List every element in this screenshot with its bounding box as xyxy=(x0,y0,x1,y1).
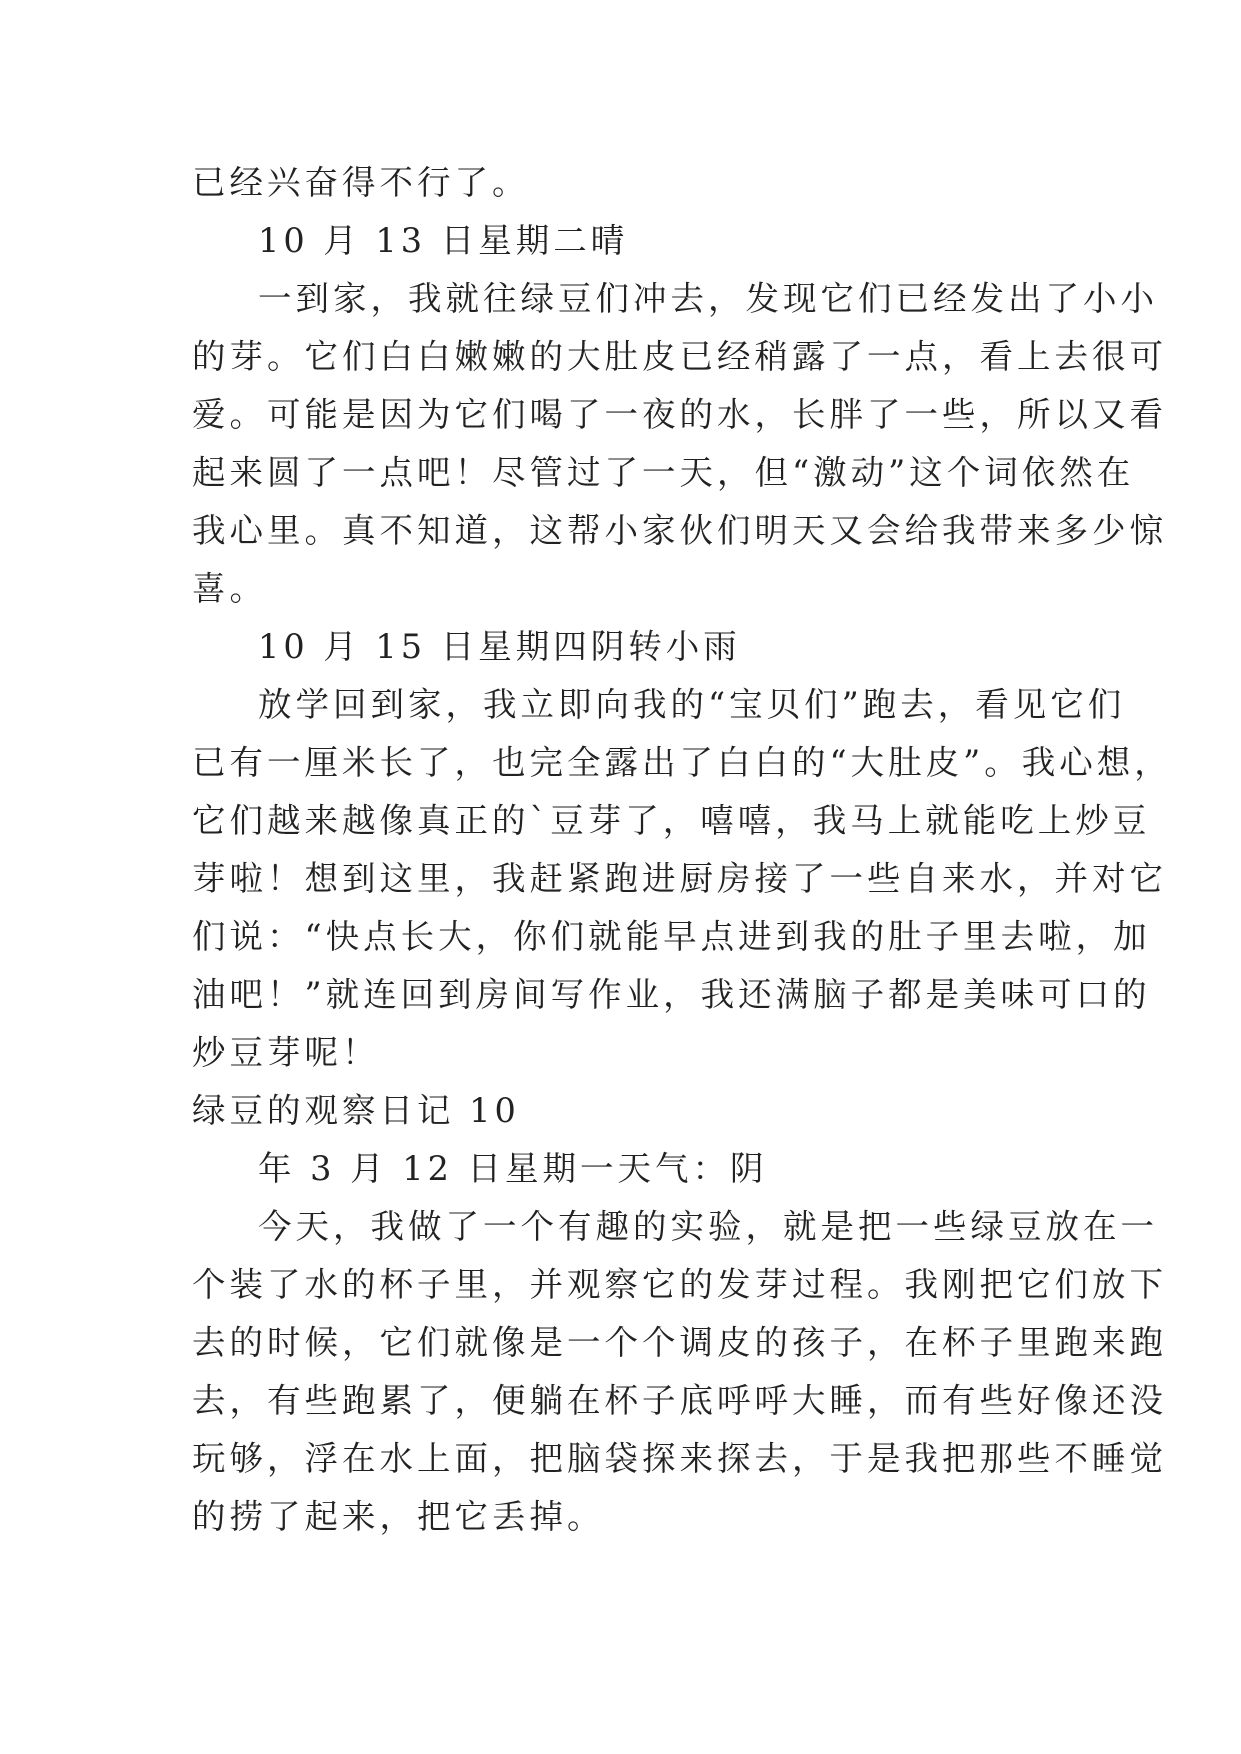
body-line: 已经兴奋得不行了。 xyxy=(192,163,530,202)
body-line: 的捞了起来，把它丢掉。 xyxy=(192,1497,605,1536)
body-line: 一到家，我就往绿豆们冲去，发现它们已经发出了小小 xyxy=(258,279,1158,318)
body-line: 已有一厘米长了，也完全露出了白白的“大肚皮”。我心想， xyxy=(192,743,1172,782)
diary-date-heading: 10 月 13 日星期二晴 xyxy=(258,221,629,260)
body-line: 今天，我做了一个有趣的实验，就是把一些绿豆放在一 xyxy=(258,1207,1158,1246)
body-line: 的芽。它们白白嫩嫩的大肚皮已经稍露了一点，看上去很可 xyxy=(192,337,1167,376)
body-line: 喜。 xyxy=(192,569,267,608)
diary-date-heading: 10 月 15 日星期四阴转小雨 xyxy=(258,627,741,666)
body-line: 去，有些跑累了，便躺在杯子底呼呼大睡，而有些好像还没 xyxy=(192,1381,1167,1420)
section-title: 绿豆的观察日记 10 xyxy=(192,1091,520,1130)
body-line: 个装了水的杯子里，并观察它的发芽过程。我刚把它们放下 xyxy=(192,1265,1167,1304)
body-line: 油吧！”就连回到房间写作业，我还满脑子都是美味可口的 xyxy=(192,975,1151,1014)
body-line: 炒豆芽呢！ xyxy=(192,1033,380,1072)
document-body xyxy=(192,154,1172,1546)
diary-date-heading: 年 3 月 12 日星期一天气：阴 xyxy=(258,1149,768,1188)
body-line: 它们越来越像真正的`豆芽了，嘻嘻，我马上就能吃上炒豆 xyxy=(192,801,1151,840)
body-line: 芽啦！想到这里，我赶紧跑进厨房接了一些自来水，并对它 xyxy=(192,859,1167,898)
body-line: 起来圆了一点吧！尽管过了一天，但“激动”这个词依然在 xyxy=(192,453,1135,492)
body-line: 玩够，浮在水上面，把脑袋探来探去，于是我把那些不睡觉 xyxy=(192,1439,1167,1478)
body-line: 放学回到家，我立即向我的“宝贝们”跑去，看见它们 xyxy=(258,685,1126,724)
body-line: 爱。可能是因为它们喝了一夜的水，长胖了一些，所以又看 xyxy=(192,395,1167,434)
body-line: 去的时候，它们就像是一个个调皮的孩子，在杯子里跑来跑 xyxy=(192,1323,1167,1362)
body-line: 我心里。真不知道，这帮小家伙们明天又会给我带来多少惊 xyxy=(192,511,1167,550)
body-line: 们说：“快点长大，你们就能早点进到我的肚子里去啦，加 xyxy=(192,917,1151,956)
